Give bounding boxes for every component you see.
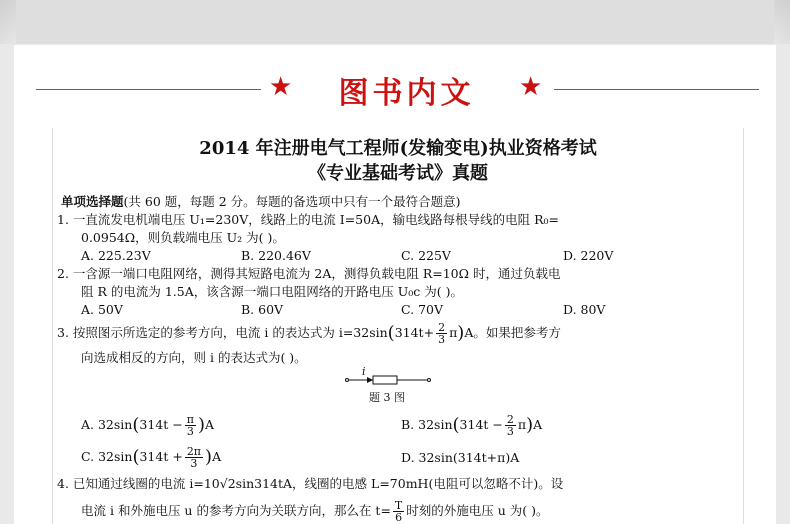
section-label: 单项选择题 [61, 194, 124, 209]
q3-line1-b: 314t+ [394, 325, 435, 340]
q3-circuit-diagram [343, 372, 433, 386]
q2-line1: 2. 一含源一端口电阻网络，测得其短路电流为 2A，测得负载电阻 R=10Ω 时，通过负载电 [57, 266, 561, 281]
star-icon-left: ★ [269, 72, 293, 102]
q3-line2: 向选成相反的方向，则 i 的表达式为( )。 [81, 350, 307, 365]
doc-title: 2014 年注册电气工程师(发输变电)执业资格考试 [199, 138, 597, 159]
q3-figure-caption: 题 3 图 [369, 391, 405, 404]
q1-line2: 0.0954Ω，则负载端电压 U₂ 为( )。 [81, 230, 285, 245]
q4-fraction: $\frac{T}{6}$ [394, 499, 403, 524]
q3-option-d: D. 32sin(314t+π)A [401, 450, 520, 465]
q2-option-b: B. 60V [241, 302, 284, 317]
q1-option-d: D. 220V [563, 248, 614, 263]
star-icon-right: ★ [519, 72, 543, 102]
q3-option-c: C. 32sin(314t + $\frac{2\pi}{3}$ )A [81, 445, 222, 470]
document-page [52, 128, 744, 524]
q3-line1-c: π [449, 325, 458, 340]
banner-line-right [554, 89, 759, 90]
q2-line2: 阻 R 的电流为 1.5A，该含源一端口电阻网络的开路电压 U₀c 为( )。 [81, 284, 463, 299]
banner-title: 图书内文 [338, 76, 475, 111]
banner-line-left [36, 89, 261, 90]
q3-option-b: B. 32sin(314t − $\frac{2}{3}$ π)A [401, 413, 543, 438]
section-note: (共 60 题，每题 2 分。每题的备选项中只有一个最符合题意) [123, 194, 461, 209]
top-bar [0, 0, 790, 44]
q1-line1: 1. 一直流发电机端电压 U₁=230V，线路上的电流 I=50A，输电线路每根导线的电阻 R₀= [57, 212, 559, 227]
q2-option-d: D. 80V [563, 302, 606, 317]
banner-row [14, 64, 776, 118]
q2-option-c: C. 70V [401, 302, 443, 317]
section-heading [61, 194, 461, 210]
q3-line1-d: A。如果把参考方 [464, 325, 561, 340]
q1-option-c: C. 225V [401, 248, 451, 263]
corner-right [774, 0, 790, 44]
q3-fraction: $\frac{2}{3}$ [438, 321, 446, 346]
q1-option-b: B. 220.46V [241, 248, 311, 263]
q3-circuit-label: i [362, 365, 366, 378]
corner-left [0, 0, 16, 44]
q1-option-a: A. 225.23V [81, 248, 151, 263]
q3-line1: 3. 按照图示所选定的参考方向，电流 i 的表达式为 i=32sin(314t+ $\frac{2}{3}$ π)A。如果把参考方 [57, 321, 561, 346]
q4-line1: 4. 已知通过线圈的电流 i=10√2sin314tA，线圈的电感 L=70mH(电阻可以忽略不计)。设 [57, 476, 564, 491]
q4-line2: 电流 i 和外施电压 u 的参考方向为关联方向，那么在 t= $\frac{T}{6}$ 时刻的外施电压 u 为( )。 [81, 499, 549, 524]
q3-line1-a: 3. 按照图示所选定的参考方向，电流 i 的表达式为 i=32sin [57, 325, 388, 340]
q3-option-a: A. 32sin(314t − $\frac{\pi}{3}$ )A [81, 413, 215, 438]
q2-option-a: A. 50V [81, 302, 123, 317]
doc-subtitle: 《专业基础考试》真题 [308, 163, 488, 184]
